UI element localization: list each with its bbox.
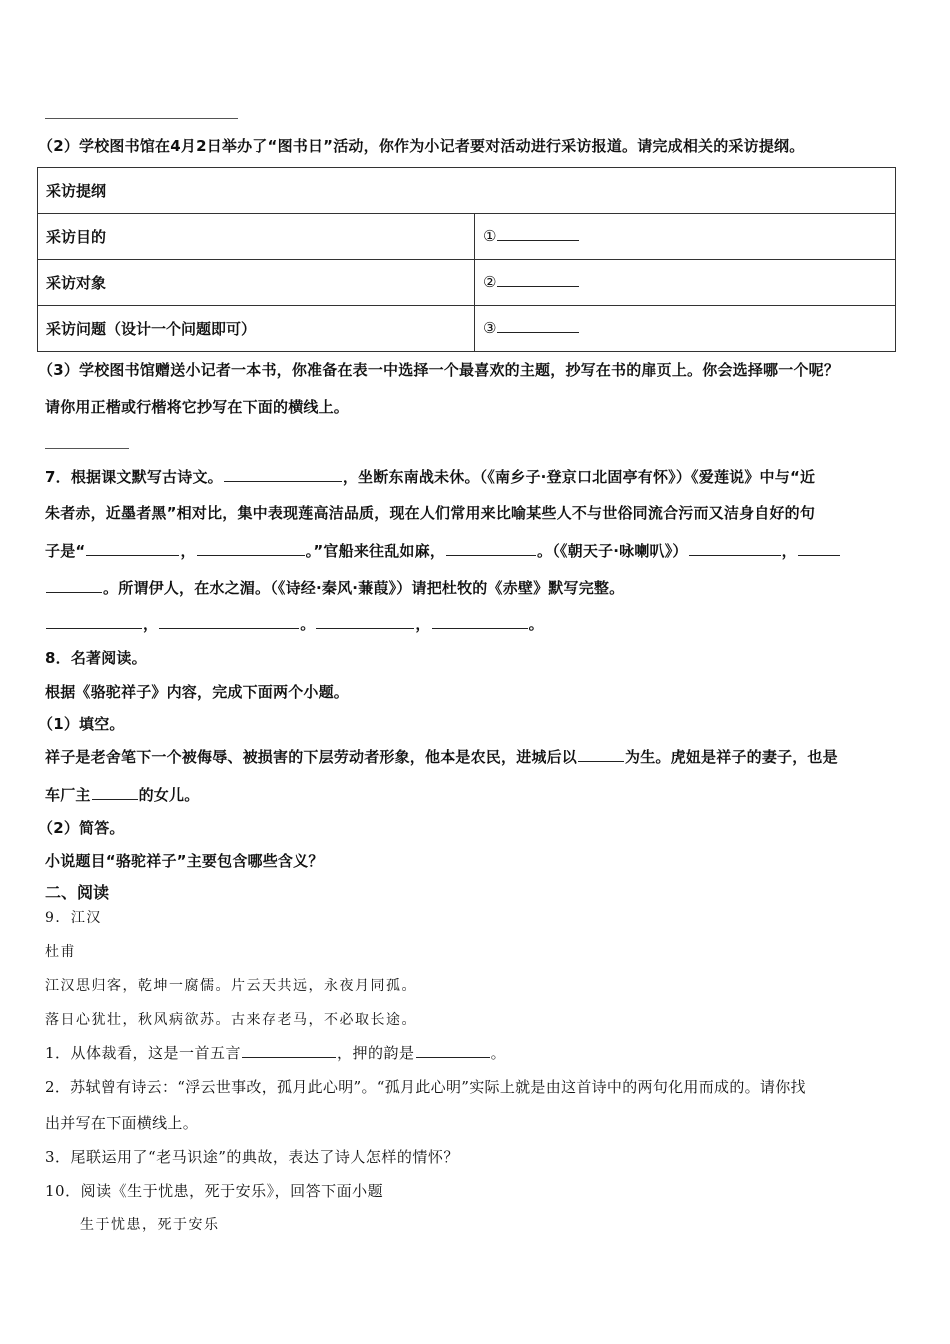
q9-title: 9．江汉 xyxy=(45,910,102,926)
text: 的女儿。 xyxy=(138,786,200,804)
marker: ① xyxy=(483,227,497,245)
q9-q3: 3．尾联运用了“老马识途”的典故，表达了诗人怎样的情怀？ xyxy=(45,1148,459,1166)
answer-blank[interactable] xyxy=(432,614,528,629)
answer-blank[interactable] xyxy=(497,226,579,241)
q7-line1 xyxy=(45,467,815,487)
answer-blank[interactable] xyxy=(497,318,579,333)
answer-blank[interactable] xyxy=(46,614,142,629)
q8-sub1: （1）填空。 xyxy=(38,715,125,733)
table-row xyxy=(38,306,896,352)
poem-author: 杜甫 xyxy=(45,944,76,960)
answer-cell[interactable] xyxy=(475,214,896,260)
answer-blank[interactable] xyxy=(242,1043,336,1058)
text: ， xyxy=(180,542,196,560)
text: 为生。虎妞是祥子的妻子，也是 xyxy=(625,748,838,766)
q7-line2: 朱者赤，近墨者黑”相对比，集中表现莲高洁品质，现在人们常用来比喻某些人不与世俗同流合污而又洁身自好的句 xyxy=(45,504,816,522)
answer-blank[interactable] xyxy=(416,1043,490,1058)
q7-line4 xyxy=(45,578,624,598)
text: 车厂主 xyxy=(45,786,91,804)
q10-title: 10．阅读《生于忧患，死于安乐》，回答下面小题 xyxy=(45,1182,384,1200)
text: ， xyxy=(143,615,159,633)
q6-2-prompt: （2）学校图书馆在4月2日举办了“图书日”活动，你作为小记者要对活动进行采访报道。请完成相关的采访提纲。 xyxy=(38,137,805,155)
answer-blank[interactable] xyxy=(446,541,536,556)
section-heading: 二、阅读 xyxy=(45,883,110,902)
text: 1．从体裁看，这是一首五言 xyxy=(45,1044,242,1062)
poem-line: 落日心犹壮，秋风病欲苏。古来存老马，不必取长途。 xyxy=(45,1012,417,1028)
text: 。所谓伊人，在水之湄。（《诗经·秦风·蒹葭》）请把杜牧的《赤壁》默写完整。 xyxy=(103,579,625,597)
text: 7．根据课文默写古诗文。 xyxy=(45,468,223,486)
q8-sub2: （2）简答。 xyxy=(38,819,125,837)
q7-line5 xyxy=(45,614,544,634)
answer-blank[interactable] xyxy=(224,467,342,482)
text: ，坐断东南战未休。（《南乡子·登京口北固亭有怀》）《爱莲说》中与“近 xyxy=(342,468,816,486)
q8-title: 8．名著阅读。 xyxy=(45,649,147,667)
marker: ③ xyxy=(483,319,497,337)
text: 。 xyxy=(300,615,316,633)
text: ，押的韵是 xyxy=(337,1044,415,1062)
q8-fill-line2 xyxy=(45,785,199,805)
text: 。”官船来往乱如麻， xyxy=(305,542,446,560)
answer-blank[interactable] xyxy=(92,785,138,800)
text: 。 xyxy=(490,1044,507,1062)
answer-blank[interactable] xyxy=(197,541,305,556)
q7-line3 xyxy=(45,541,841,561)
text: 。 xyxy=(528,615,544,633)
q8-question: 小说题目“骆驼祥子”主要包含哪些含义？ xyxy=(45,852,324,870)
text: ， xyxy=(781,542,797,560)
answer-blank[interactable] xyxy=(159,614,299,629)
table-row xyxy=(38,260,896,306)
q6-3-line2: 请你用正楷或行楷将它抄写在下面的横线上。 xyxy=(45,398,350,416)
answer-cell[interactable] xyxy=(475,306,896,352)
passage-title: 生于忧患，死于安乐 xyxy=(80,1217,220,1233)
marker: ② xyxy=(483,273,497,291)
answer-line[interactable] xyxy=(45,448,129,449)
answer-line[interactable] xyxy=(45,118,238,119)
row-label: 采访问题（设计一个问题即可） xyxy=(38,306,475,352)
answer-blank[interactable] xyxy=(497,272,579,287)
q9-q1 xyxy=(45,1043,506,1063)
answer-blank[interactable] xyxy=(798,541,840,556)
answer-blank[interactable] xyxy=(46,578,102,593)
q8-intro: 根据《骆驼祥子》内容，完成下面两个小题。 xyxy=(45,683,350,701)
text: 。（《朝天子·咏喇叭》） xyxy=(537,542,688,560)
text: 子是“ xyxy=(45,542,86,560)
table-header: 采访提纲 xyxy=(38,168,896,214)
poem-line: 江汉思归客，乾坤一腐儒。片云天共远，永夜月同孤。 xyxy=(45,978,417,994)
q6-3-line1: （3）学校图书馆赠送小记者一本书，你准备在表一中选择一个最喜欢的主题，抄写在书的扉页上。你会选择哪一个呢？ xyxy=(38,361,840,379)
answer-blank[interactable] xyxy=(316,614,414,629)
answer-blank[interactable] xyxy=(689,541,781,556)
answer-blank[interactable] xyxy=(86,541,179,556)
text: 祥子是老舍笔下一个被侮辱、被损害的下层劳动者形象，他本是农民，进城后以 xyxy=(45,748,578,766)
q8-fill-line1 xyxy=(45,747,838,767)
row-label: 采访对象 xyxy=(38,260,475,306)
text: ， xyxy=(415,615,431,633)
q9-q2-line2: 出并写在下面横线上。 xyxy=(45,1114,199,1132)
table-row xyxy=(38,214,896,260)
interview-outline-table xyxy=(37,167,896,352)
row-label: 采访目的 xyxy=(38,214,475,260)
answer-cell[interactable] xyxy=(475,260,896,306)
q9-q2-line1: 2．苏轼曾有诗云：“浮云世事改，孤月此心明”。“孤月此心明”实际上就是由这首诗中的两句化用而成的。请你找 xyxy=(45,1078,806,1096)
answer-blank[interactable] xyxy=(578,747,624,762)
